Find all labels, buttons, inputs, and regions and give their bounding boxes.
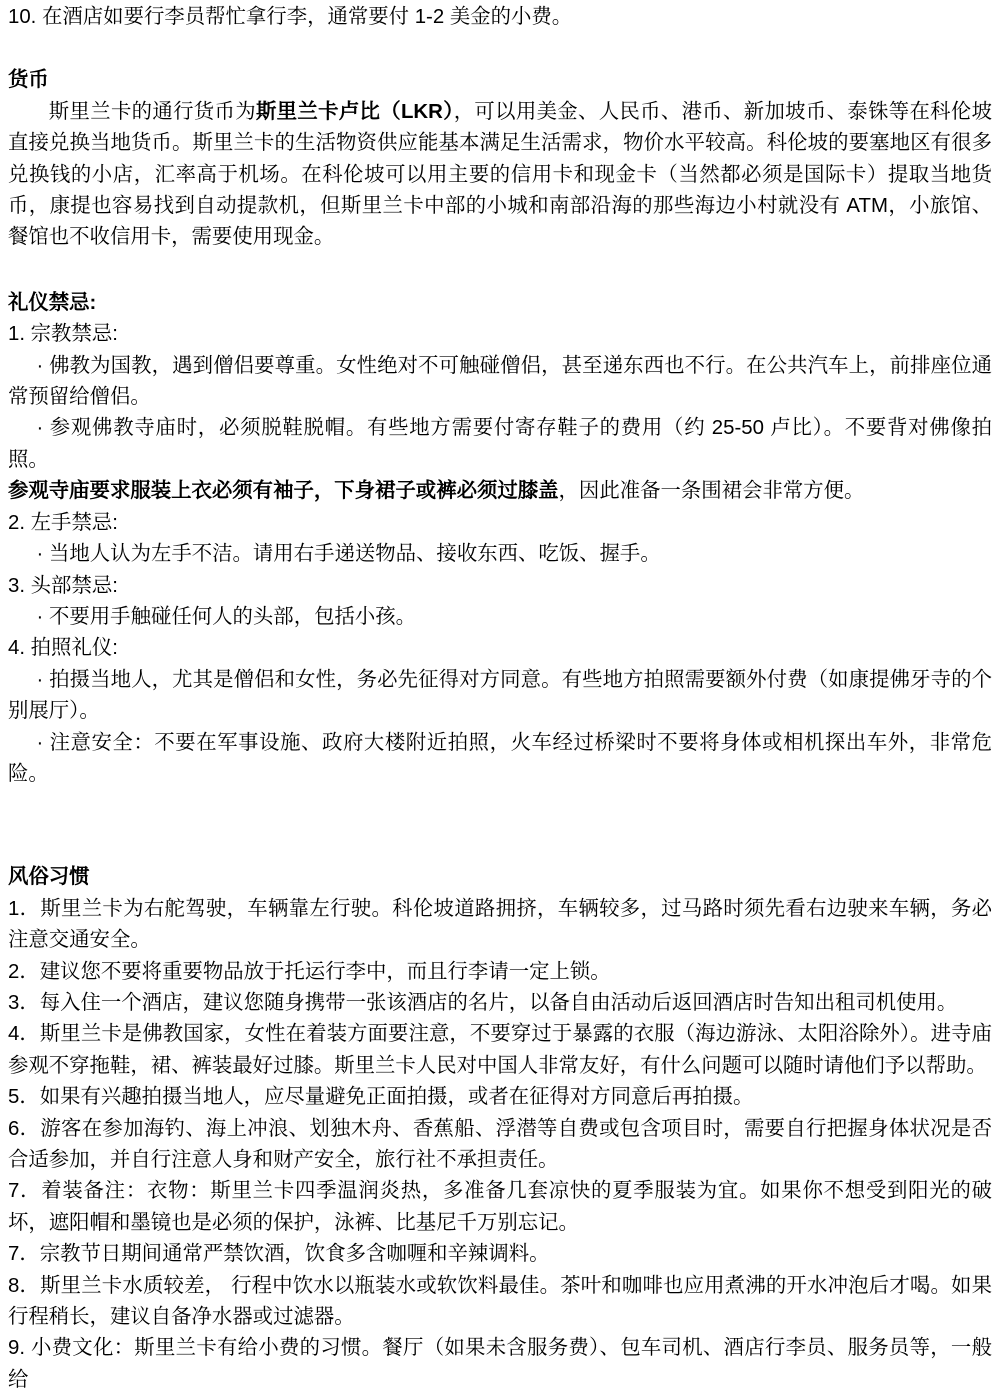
etiquette-item-title: 3. 头部禁忌: [8, 574, 118, 597]
customs-section [8, 862, 992, 1396]
customs-item: 4．斯里兰卡是佛教国家，女性在着装方面要注意，不要穿过于暴露的衣服（海边游泳、太阳浴除外）。进寺庙参观不穿拖鞋，裙、裤装最好过膝。斯里兰卡人民对中国人非常友好，有什么问题可以随时请他们予以帮助。 [8, 1023, 992, 1077]
customs-item: 8．斯里兰卡水质较差， 行程中饮水以瓶装水或软饮料最佳。茶叶和咖啡也应用煮沸的开水冲泡后才喝。如果行程稍长，建议自备净水器或过滤器。 [8, 1274, 992, 1329]
customs-item: 9. 小费文化：斯里兰卡有给小费的习惯。餐厅（如果未含服务费）、包车司机、酒店行李员、服务员等，一般给 [8, 1337, 992, 1391]
etiquette-bullet: · 不要用手触碰任何人的头部，包括小孩。 [36, 605, 417, 628]
dress-code-bold: 参观寺庙要求服装上衣必须有袖子，下身裙子或裤必须过膝盖 [8, 480, 559, 503]
tip-item-10: 10. 在酒店如要行李员帮忙拿行李，通常要付 1-2 美金的小费。 [8, 6, 573, 28]
currency-name-bold: 斯里兰卡卢比（LKR） [255, 100, 454, 123]
etiquette-bullet: · 当地人认为左手不洁。请用右手递送物品、接收东西、吃饭、握手。 [36, 543, 661, 566]
etiquette-bullet: · 注意安全：不要在军事设施、政府大楼附近拍照，火车经过桥梁时不要将身体或相机探出车外，非常危险。 [8, 731, 992, 785]
etiquette-section [8, 288, 992, 791]
currency-text-after: ，可以用美金、人民币、港币、新加坡币、泰铢等在科伦坡直接兑换当地货币。斯里兰卡的生活物资供应能基本满足生活需求，物价水平较高。科伦坡的要塞地区有很多兑换钱的小店，汇率高于机场。在科伦坡可以用主要的信用卡和现金卡（当然都必须是国际卡）提取当地货币，康提也容易找到自动提款机，但斯里兰卡中部的小城和南部沿海的那些海边小村就没有 ATM，小旅馆、餐馆也不收信用卡，需要使用现金。 [8, 100, 992, 249]
currency-section [8, 65, 992, 253]
etiquette-bullet: · 参观佛教寺庙时，必须脱鞋脱帽。有些地方需要付寄存鞋子的费用（约 25-50 卢比）。不要背对佛像拍照。 [8, 417, 992, 471]
etiquette-item-title: 1. 宗教禁忌: [8, 323, 118, 346]
customs-item: 1．斯里兰卡为右舵驾驶，车辆靠左行驶。科伦坡道路拥挤，车辆较多，过马路时须先看右边驶来车辆，务必注意交通安全。 [8, 897, 992, 952]
customs-item: 5．如果有兴趣拍摄当地人，应尽量避免正面拍摄，或者在征得对方同意后再拍摄。 [8, 1086, 754, 1109]
customs-item: 6．游客在参加海钓、海上冲浪、划独木舟、香蕉船、浮潜等自费或包含项目时，需要自行把握身体状况是否合适参加，并自行注意人身和财产安全，旅行社不承担责任。 [8, 1117, 992, 1171]
customs-item: 2．建议您不要将重要物品放于托运行李中，而且行李请一定上锁。 [8, 960, 611, 983]
currency-paragraph [8, 97, 992, 254]
customs-item: 7．宗教节日期间通常严禁饮酒，饮食多含咖喱和辛辣调料。 [8, 1243, 550, 1266]
etiquette-item-title: 4. 拍照礼仪: [8, 637, 118, 660]
dress-code-note [8, 476, 992, 507]
etiquette-item-title: 2. 左手禁忌: [8, 511, 118, 534]
etiquette-heading: 礼仪禁忌: [8, 291, 97, 314]
currency-heading: 货币 [8, 69, 49, 92]
currency-text-before: 斯里兰卡的通行货币为 [48, 100, 256, 123]
customs-heading: 风俗习惯 [8, 866, 90, 889]
customs-item: 7．着装备注：衣物：斯里兰卡四季温润炎热，多准备几套凉快的夏季服装为宜。如果你不想受到阳光的破坏，遮阳帽和墨镜也是必须的保护，泳裤、比基尼千万别忘记。 [8, 1180, 992, 1234]
etiquette-bullet: · 拍摄当地人，尤其是僧侣和女性，务必先征得对方同意。有些地方拍照需要额外付费（如康提佛牙寺的个别展厅）。 [8, 668, 992, 723]
dress-code-tail: ，因此准备一条围裙会非常方便。 [558, 480, 865, 503]
etiquette-bullet: · 佛教为国教，遇到僧侣要尊重。女性绝对不可触碰僧侣，甚至递东西也不行。在公共汽车上，前排座位通常预留给僧侣。 [8, 354, 992, 409]
customs-item: 3．每入住一个酒店，建议您随身携带一张该酒店的名片，以备自由活动后返回酒店时告知出租司机使用。 [8, 991, 958, 1014]
